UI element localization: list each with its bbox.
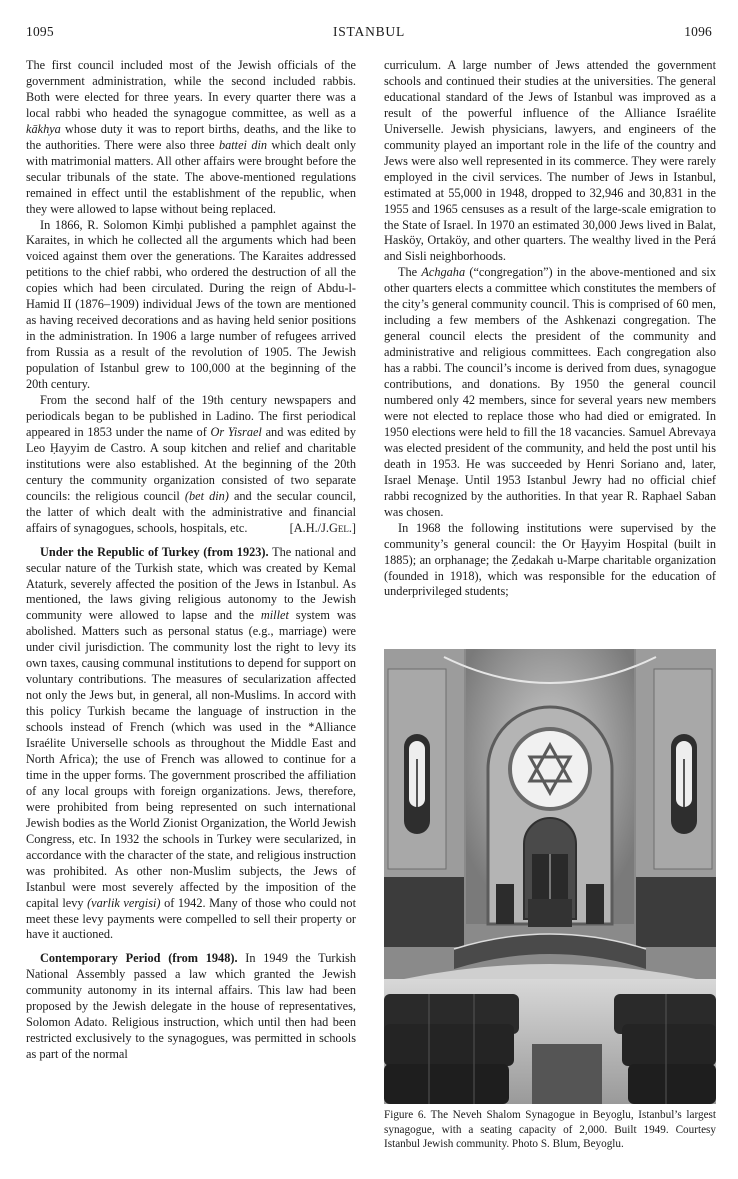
right-column [384, 58, 716, 600]
paragraph-ladino-press: From the second half of the 19th century newspapers and periodicals began to be published in Ladino. The first periodical appeared in 1853 under the name of Or Yisrael and was edited by Leo Ḥayyim de Castro. A soup kitchen and relief and charitable institutions were also established. At the beginning of the 20th century the community organization consisted of two separate councils: the religious council (bet din) and the secular council, the latter of which dealt with the administrative and financial affairs of synagogues, schools, hospitals, etc. [A.H./J.Gel.] [26, 393, 356, 535]
page-number-left: 1095 [26, 24, 54, 39]
running-head [26, 24, 712, 44]
section-heading: Contemporary Period (from 1948). [40, 951, 238, 966]
synagogue-photo [384, 649, 716, 1104]
author-signature: [A.H./J.Gel.] [289, 520, 356, 535]
paragraph-achgaha: The Achgaha (“congregation”) in the above-mentioned and six other quarters elects a committee which constitutes the members of the city’s general community council. This is comprised of 60 men, including a few members of the Ashkenazi congregation. The general council elects the president of the community and administrative and religious committees. Each congregation also has a rabbi. The council’s income is derived from dues, synagogue contributions, and donations. By 1950 the general council numbered only 42 members, since for several years new members were not elected to replace those who had died or emigrated. In 1950 elections were held to fill the 18 vacancies. Samuel Abrevaya was elected president of the community, and held the post until his death in 1953. He was succeeded by Henri Soriano and, later, Israel Menaşe. Until 1953 Istanbul Jewry had no official chief rabbi recognized by the authorities. In that year R. Raphael Saban was chosen. [384, 265, 716, 519]
paragraph-institutions: In 1968 the following institutions were supervised by the community’s general council: the Or Ḥayyim Hospital (built in 1885); an orphanage; the Ẓedakah u-Marpe charitable organization (founded in 1918), which was responsible for the education of underprivileged students; [384, 520, 716, 599]
page-number-right: 1096 [684, 24, 712, 39]
section-heading: Under the Republic of Turkey (from 1923). [40, 544, 269, 559]
figure-caption: Figure 6. The Neveh Shalom Synagogue in Beyoglu, Istanbul’s largest synagogue, with a seating capacity of 2,000. Built 1949. Courtesy Istanbul Jewish community. Photo S. Blum, Beyoglu. [384, 1109, 716, 1150]
left-column [26, 58, 356, 1063]
synagogue-interior-image [384, 649, 716, 1104]
paragraph-education: curriculum. A large number of Jews attended the government schools and continued their studies at the universities. The general educational standard of the Jews of Istanbul was improved as a result of the powerful influence of the Alliance Israélite Universelle. Jewish physicians, lawyers, and engineers of the community played an important role in the life of the country and Jews were also well represented in its commerce. They were rarely employed in the civil services. The number of Jews in Istanbul, estimated at 55,000 in 1948, dropped to 32,946 and 30,831 in the 1955 and 1965 censuses as a result of the large-scale emigration to the State of Israel. In 1970 an estimated 30,000 Jews lived in Balat, Hasköy, Ortaköy, and other quarters. The wealthy lived in the Perá and Sisli neighborhoods. [384, 58, 716, 264]
section-contemporary: Contemporary Period (from 1948). In 1949 the Turkish National Assembly passed a law which granted the Jewish community autonomy in its internal affairs. This law had been proposed by the Jewish delegate in the house of representatives, Solomon Adato. Religious instruction, which until then had been restricted exclusively to the synagogues, was permitted in schools as part of the normal [26, 951, 356, 1062]
paragraph-councils: The first council included most of the Jewish officials of the government administration, while the second included rabbis. Both were elected for three years. In every quarter there was a local rabbi who headed the synagogue committee, as well as a kākhya whose duty it was to report births, deaths, and the like to the authorities. There were also three battei din which dealt only with matrimonial matters. All other affairs were brought before the secular tribunals of the state. The above-mentioned regulations remained in effect until the establishment of the republic, when they were allowed to lapse without being replaced. [26, 58, 356, 216]
paragraph-kimhi: In 1866, R. Solomon Kimḥi published a pamphlet against the Karaites, in which he collected all the arguments which had been voiced against them over the generations. The Karaites addressed petitions to the chief rabbi, who ordered the destruction of all the copies which had been circulated. During the reign of Abdu-l-Hamid II (1876–1909) individual Jews of the town are mentioned as having received decorations and as having held senior positions in the administration. In 1906 a large number of refugees arrived from Russia as a result of the revolution of 1905. The Jewish population of Istanbul grew to 100,000 at the beginning of the 20th century. [26, 217, 356, 392]
running-title: ISTANBUL [332, 24, 406, 39]
section-republic: Under the Republic of Turkey (from 1923). The national and secular nature of the Turkish state, which was created by Kemal Ataturk, severely affected the position of the Jews in Istanbul. As mentioned, the laws giving religious autonomy to the Jewish community were allowed to lapse and the millet system was abolished. Matters such as personal status (e.g., marriage) were under civil jurisdiction. The community lost the right to levy its own taxes, causing communal institutions to depend for support on voluntary contributions. The measures of secularization affected not only the Jews but, in general, all non-Muslims. In accord with this policy Turkish became the language of instruction in the schools instead of French (which was used in the *Alliance Israélite Universelle schools as throughout the Middle East and North Africa); the use of French was allowed to continue for a time in the upper forms. The government proscribed the affiliation of any local groups with foreign organizations. Jews, therefore, were prohibited from being represented on such international Jewish bodies as the World Zionist Organization, the World Jewish Congress, etc. In 1932 the schools in Turkey were secularized, in accordance with the character of the state, and religious instruction was prohibited. As other non-Muslim subjects, the Jews of Istanbul were most severely affected by the imposition of the capital levy (varlik vergisi) of 1942. Many of those who could not meet these levy payments were compelled to sell their property or have it auctioned. [26, 544, 356, 942]
